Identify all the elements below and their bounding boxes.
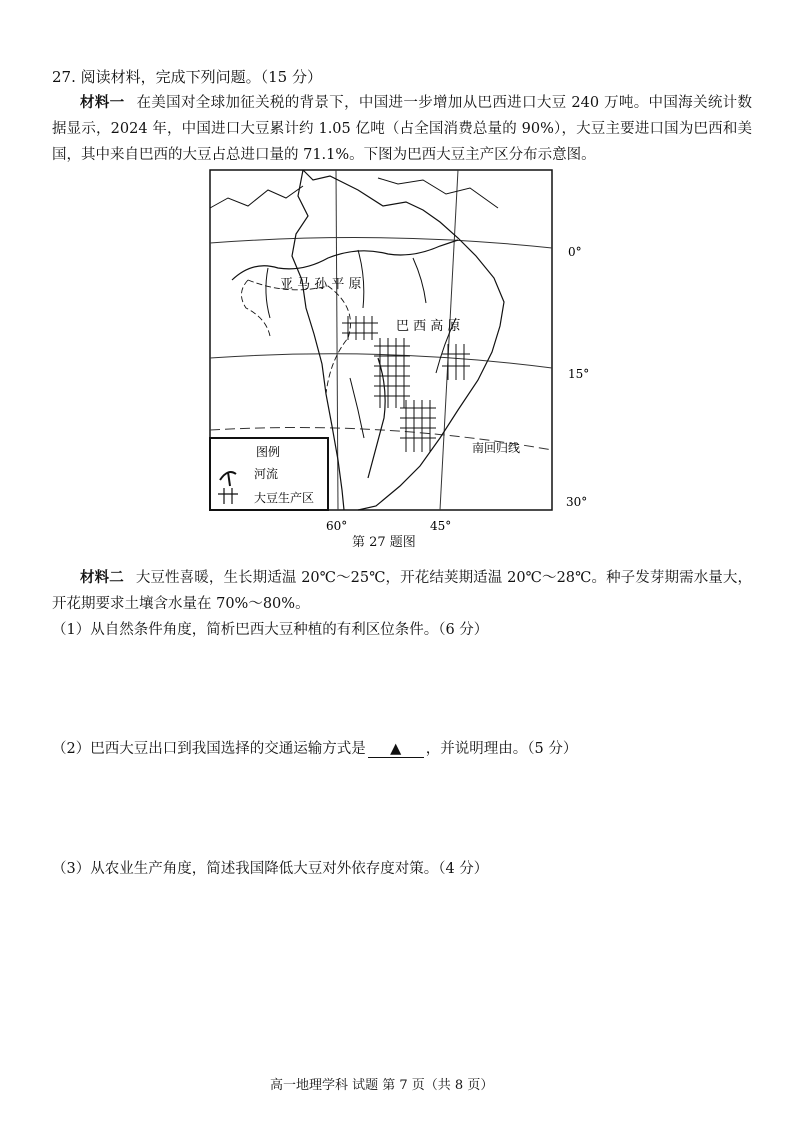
figure-caption: 第 27 题图: [352, 535, 416, 550]
page-footer: 高一地理学科 试题 第 7 页（共 8 页）: [270, 1078, 494, 1093]
legend-title: 图例: [256, 445, 281, 459]
brazil-soybean-map: [208, 168, 600, 533]
lat-label-0: 0°: [568, 245, 582, 259]
legend-soy: 大豆生产区: [254, 491, 315, 505]
sub-question-2-before: （2）巴西大豆出口到我国选择的交通运输方式是: [52, 741, 366, 757]
parallel-0: [210, 238, 552, 248]
sub-question-2: [52, 737, 577, 758]
material-one: [52, 90, 752, 168]
soy-zone-3: [400, 400, 436, 452]
material-two-text: 大豆性喜暖，生长期适温 20℃～25℃，开花结荚期适温 20℃～28℃。种子发芽期需水量大，开花期要求土壤含水量在 70%～80%。: [52, 570, 753, 612]
label-brazil-plateau: 巴 西 高 原: [396, 319, 461, 334]
sub-question-1: （1）从自然条件角度，简析巴西大豆种植的有利区位条件。（6 分）: [52, 622, 489, 638]
soy-zone-2: [374, 338, 410, 408]
map-legend: [210, 438, 328, 510]
sub-question-3: （3）从农业生产角度，简述我国降低大豆对外依存度对策。（4 分）: [52, 861, 489, 877]
soy-zone-4: [442, 344, 470, 380]
lon-label-45: 45°: [430, 519, 452, 533]
lat-label-15: 15°: [568, 367, 590, 381]
legend-river: 河流: [254, 467, 279, 481]
label-amazon-plain: 亚 马 孙 平 原: [280, 277, 362, 292]
amazon-river: [232, 240, 458, 280]
material-one-label: 材料一: [80, 94, 125, 111]
soy-zone-1: [342, 316, 378, 340]
material-two-label: 材料二: [80, 569, 124, 586]
lat-label-30: 30°: [566, 495, 588, 509]
question-title: 27. 阅读材料，完成下列问题。（15 分）: [52, 68, 322, 86]
material-one-text: 在美国对全球加征关税的背景下，中国进一步增加从巴西进口大豆 240 万吨。中国海关统计数据显示，2024 年，中国进口大豆累计约 1.05 亿吨（占全国消费总量的 90%），大豆主要进口国为巴西和美国，其中来自巴西的大豆占总进口量的 71.1%。下图为巴西大豆主产区分布示意图。: [52, 95, 752, 163]
lon-label-60: 60°: [326, 519, 348, 533]
meridian-45: [440, 170, 458, 510]
answer-blank[interactable]: ▲: [368, 741, 424, 758]
material-two: [52, 565, 752, 617]
sub-question-2-after: ，并说明理由。（5 分）: [425, 741, 578, 757]
label-tropic: 南回归线: [472, 441, 521, 455]
